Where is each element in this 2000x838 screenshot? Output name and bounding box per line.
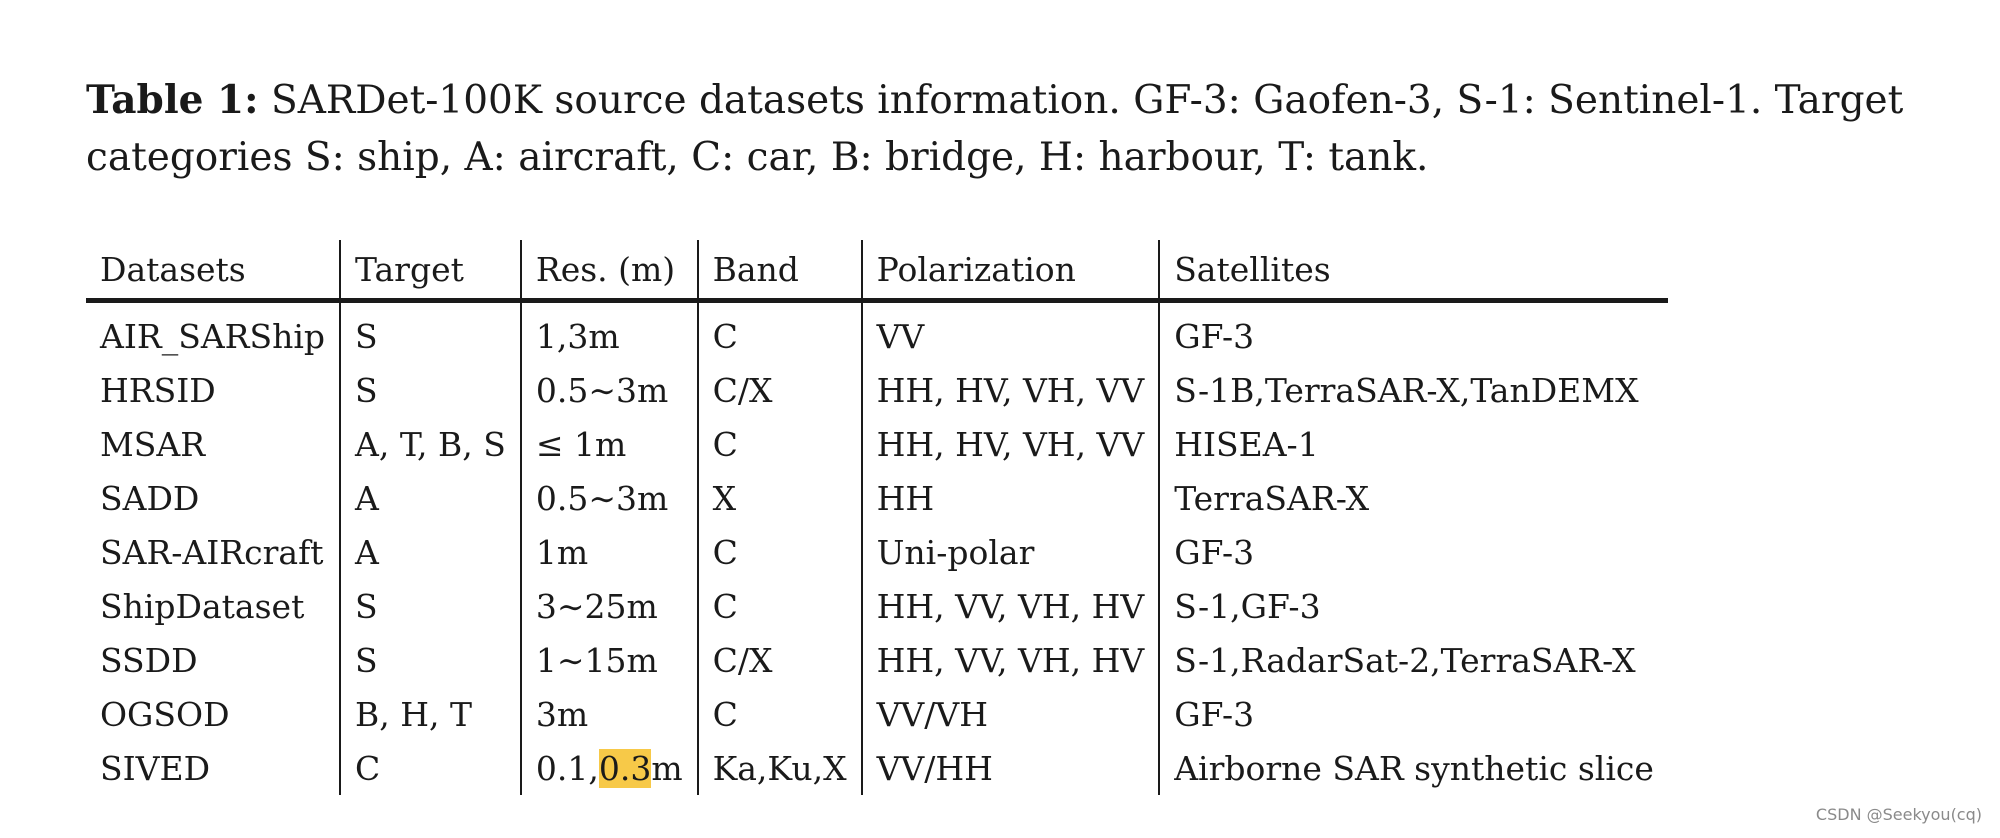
table-cell: C <box>698 579 862 633</box>
table-cell: 1,3m <box>521 301 698 364</box>
table-row <box>86 471 1668 525</box>
watermark: CSDN @Seekyou(cq) <box>1815 805 1982 824</box>
datasets-table <box>86 240 1668 795</box>
table-cell: S-1B,TerraSAR-X,TanDEMX <box>1159 363 1668 417</box>
table-cell: S <box>340 363 521 417</box>
table-caption <box>86 72 1946 186</box>
table-cell: HH <box>862 471 1160 525</box>
table-cell: A <box>340 525 521 579</box>
table-cell: Ka,Ku,X <box>698 741 862 795</box>
table-cell: C/X <box>698 633 862 687</box>
table-cell: C <box>340 741 521 795</box>
table-cell: 1∼15m <box>521 633 698 687</box>
table-cell: C/X <box>698 363 862 417</box>
header-row <box>86 240 1668 301</box>
table-cell: 3∼25m <box>521 579 698 633</box>
table-cell: 1m <box>521 525 698 579</box>
table-cell: S <box>340 301 521 364</box>
table-row <box>86 741 1668 795</box>
table-cell: C <box>698 687 862 741</box>
table-cell: HISEA-1 <box>1159 417 1668 471</box>
highlighted-text: 0.3 <box>598 748 652 788</box>
table-row <box>86 417 1668 471</box>
table-cell: X <box>698 471 862 525</box>
table-cell: GF-3 <box>1159 301 1668 364</box>
table-cell: 0.5∼3m <box>521 363 698 417</box>
table-cell: OGSOD <box>100 694 230 734</box>
table-cell: HH, HV, VH, VV <box>862 417 1160 471</box>
table-cell: SAR-AIRcraft <box>100 532 324 572</box>
table-row <box>86 579 1668 633</box>
table-cell: A, T, B, S <box>340 417 521 471</box>
table-cell: VV/VH <box>862 687 1160 741</box>
table-cell: SIVED <box>100 748 211 788</box>
table-cell: S-1,GF-3 <box>1159 579 1668 633</box>
table-cell: 0.1,0.3m <box>521 741 698 795</box>
table-cell: HH, VV, VH, HV <box>862 579 1160 633</box>
caption-text: SARDet-100K source datasets information. GF-3: Gaofen-3, S-1: Sentinel-1. Target categories S: ship, A: aircraft, C: car, B: bridge, H: harbour, T: tank. <box>86 78 1904 180</box>
table-body <box>86 301 1668 796</box>
table-cell: 3m <box>521 687 698 741</box>
table-cell: S <box>340 633 521 687</box>
column-header: Satellites <box>1159 240 1668 301</box>
table-cell: HRSID <box>100 370 216 410</box>
table-cell: VV/HH <box>862 741 1160 795</box>
table-cell: S-1,RadarSat-2,TerraSAR-X <box>1159 633 1668 687</box>
table-cell: HH, VV, VH, HV <box>862 633 1160 687</box>
table-row <box>86 633 1668 687</box>
column-header: Res. (m) <box>521 240 698 301</box>
table-cell: 0.5∼3m <box>521 471 698 525</box>
table-cell: ShipDataset <box>100 586 305 626</box>
table-cell: C <box>698 525 862 579</box>
table-row <box>86 525 1668 579</box>
table-cell: HH, HV, VH, VV <box>862 363 1160 417</box>
table-cell: VV <box>862 301 1160 364</box>
table-cell: B, H, T <box>340 687 521 741</box>
table-cell: ≤ 1m <box>521 417 698 471</box>
table-cell: C <box>698 417 862 471</box>
table-cell: GF-3 <box>1159 525 1668 579</box>
column-header: Polarization <box>862 240 1160 301</box>
column-header: Datasets <box>86 240 340 301</box>
table-cell: MSAR <box>100 424 206 464</box>
table-cell: TerraSAR-X <box>1159 471 1668 525</box>
table-cell: SSDD <box>100 640 198 680</box>
table-cell: AIR_SARShip <box>100 316 326 356</box>
table-cell: GF-3 <box>1159 687 1668 741</box>
table-cell: Uni-polar <box>862 525 1160 579</box>
table-cell: A <box>340 471 521 525</box>
table-row <box>86 363 1668 417</box>
table-cell: S <box>340 579 521 633</box>
column-header: Target <box>340 240 521 301</box>
table-row <box>86 301 1668 364</box>
table-cell: SADD <box>100 478 200 518</box>
table-row <box>86 687 1668 741</box>
table-cell: Airborne SAR synthetic slice <box>1159 741 1668 795</box>
column-header: Band <box>698 240 862 301</box>
caption-label: Table 1: <box>86 77 259 123</box>
table-cell: C <box>698 301 862 364</box>
